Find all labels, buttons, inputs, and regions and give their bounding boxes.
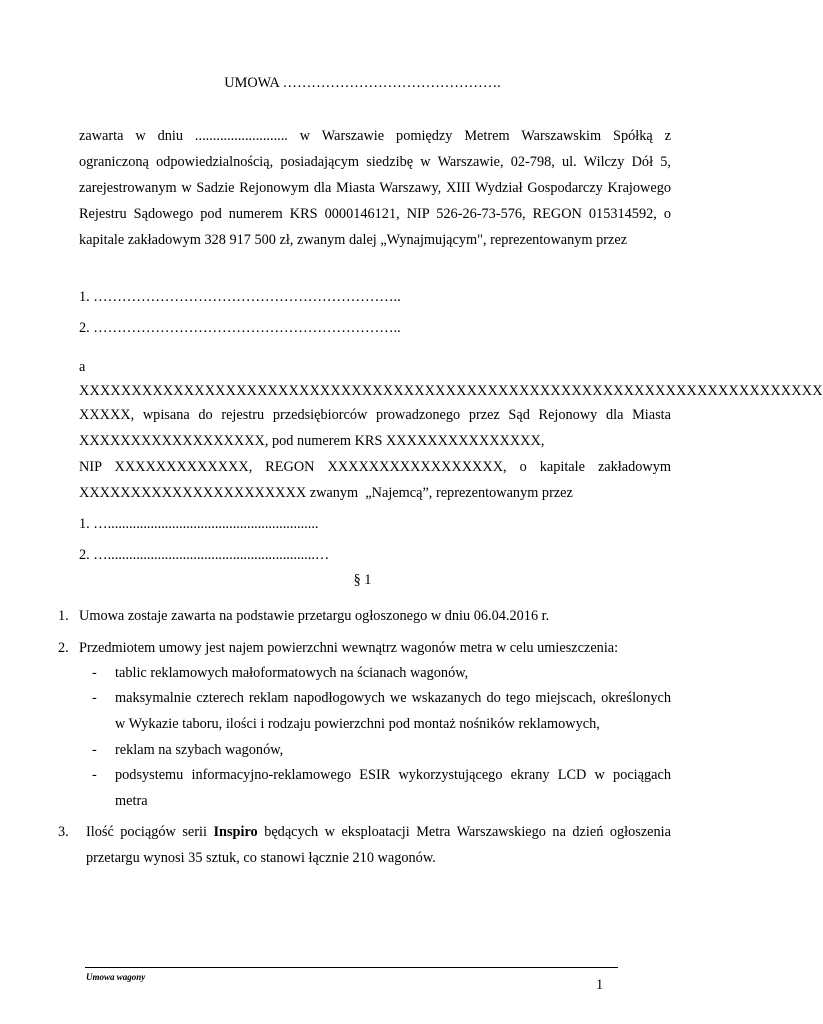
party2-nip-line: NIP XXXXXXXXXXXXX, REGON XXXXXXXXXXXXXXXXX, o kapitale zakładowym: [79, 459, 671, 475]
list-item: maksymalnie czterech reklam napodłogowych we wskazanych do tego miejscach, określonych w Wykazie taboru, ilości i rodzaju powierzchni pod montaż nośników reklamowych,: [115, 690, 671, 732]
representative-2: 2. ………………………………………………………..: [79, 320, 401, 336]
train-series-name: Inspiro: [213, 824, 258, 840]
section-heading: § 1: [353, 572, 372, 588]
list-dash: -: [92, 690, 97, 706]
intro-first-line: zawarta w dniu .......................... w Warszawie pomiędzy Metrem Warszawskim Spółką z: [79, 128, 671, 144]
list-dash: -: [92, 767, 97, 783]
representative-3: 1. …...........................................................: [79, 516, 319, 532]
representative-1: 1. ………………………………………………………..: [79, 289, 401, 305]
intro-body: ograniczoną odpowiedzialnością, posiadającym siedzibę w Warszawie, 02-798, ul. Wilczy Dół 5, zarejestrowanym w Sadzie Rejonowym dla Miasta Warszawy, XIII Wydział Gospodarczy Krajowego Rejestru Sądowego pod numerem KRS 0000146121, NIP 526-26-73-576, REGON 015314592, o kapitale zakładowym 328 917 500 zł, zwanym dalej „Wynajmującym", reprezentowanym przez: [79, 154, 671, 248]
footer-text: Umowa wagony: [86, 972, 146, 982]
footer-rule: [85, 967, 618, 968]
list-dash: -: [92, 742, 97, 758]
point-2-text: Przedmiotem umowy jest najem powierzchni wewnątrz wagonów metra w celu umieszczenia:: [79, 640, 619, 656]
point-1-text: Umowa zostaje zawarta na podstawie przetargu ogłoszonego w dniu 06.04.2016 r.: [79, 608, 550, 624]
list-item: podsystemu informacyjno-reklamowego ESIR wykorzystującego ekrany LCD w pociągach metra: [115, 767, 671, 809]
list-dash: -: [92, 665, 97, 681]
list-item: reklam na szybach wagonów,: [115, 742, 284, 758]
point-3-text: Ilość pociągów serii Inspiro będących w eksploatacji Metra Warszawskiego na dzień ogłoszenia przetargu wynosi 35 sztuk, co stanowi łącznie 210 wagonów.: [86, 824, 671, 866]
party2-name-line: XXXXXXXXXXXXXXXXXXXXXXXXXXXXXXXXXXXXXXXXXXXXXXXXXXXXXXXXXXXXXXXXXXXXXXX: [79, 383, 823, 399]
party2-body: XXXXX, wpisana do rejestru przedsiębiorców prowadzonego przez Sąd Rejonowy dla Miasta XXXXXXXXXXXXXXXXXX, pod numerem KRS XXXXXXXXXXXXXXX,: [79, 407, 671, 449]
document-title: UMOWA ……………………………………….: [224, 75, 501, 91]
party2-last-line: XXXXXXXXXXXXXXXXXXXXXX zwanym „Najemcą”, reprezentowanym przez: [79, 485, 573, 501]
list-item: tablic reklamowych małoformatowych na ścianach wagonów,: [115, 665, 469, 681]
conjunction-a: a: [79, 359, 86, 375]
representative-4: 2. …..........................................................…: [79, 547, 330, 563]
point-1-number: 1.: [58, 608, 69, 624]
point-2-number: 2.: [58, 640, 69, 656]
page-number: 1: [596, 977, 604, 993]
point-3-number: 3.: [58, 824, 69, 840]
